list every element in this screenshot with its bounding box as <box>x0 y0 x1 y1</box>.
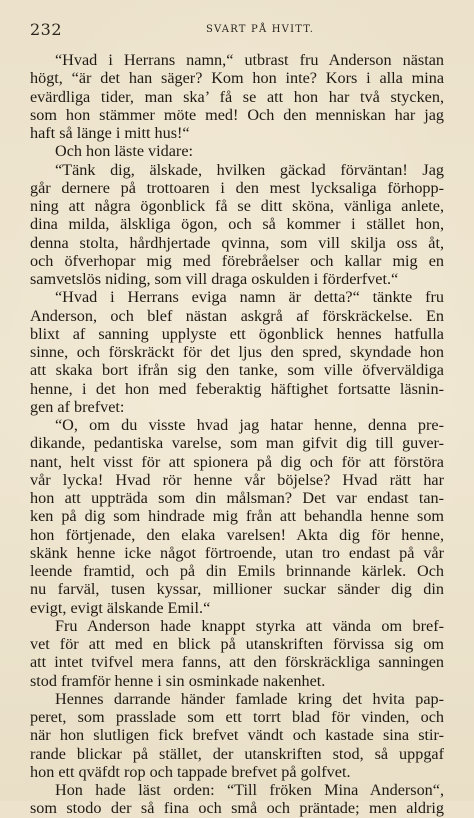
body-text <box>30 51 444 818</box>
text-line: hon att uppträda som din målsman? Det var endast tan- <box>30 489 444 507</box>
text-line: rande blickar på stället, der utanskriften stod, så uppgaf <box>30 744 444 763</box>
text-line: leende framtid, och på din Emils brinnande kärlek. Och <box>30 562 444 580</box>
text-line: när hon slutligen fick brefvet vändt och kastade sina stir- <box>30 726 444 745</box>
text-line: evigt, evigt älskande Emil.“ <box>30 598 211 617</box>
text-line: denna stolta, hårdhjertade qvinna, som vill skilja oss åt, <box>30 233 444 252</box>
page-number: 232 <box>30 20 63 39</box>
text-line: hon ett qväfdt rop och tappade brefvet på golfvet. <box>30 762 351 781</box>
text-line: ken på dig som hindrade mig från att behandla henne som <box>30 507 444 526</box>
text-line: att intet tvifvel mera fanns, att den förskräckliga sanningen <box>30 653 444 672</box>
text-line: sinne, och förskräckt för det ljus den spred, skyndade hon <box>30 343 444 361</box>
text-line: nu farväl, tusen kyssar, millioner suckar sänder dig din <box>30 580 444 599</box>
text-line: ning att några ögonblick få se ditt sköna, vänliga anlete, <box>30 197 444 215</box>
text-line: dikande, pedantiska varelse, som man gifvit dig till guver- <box>30 434 444 453</box>
text-line: vår lycka! Hvad rör henne vår böjelse? Hvad rätt har <box>30 470 444 489</box>
page-header <box>30 20 444 42</box>
text-line: “O, om du visste hvad jag hatar henne, denna pre- <box>55 416 444 434</box>
text-line: vet för att med en blick på utanskriften förvissa sig om <box>30 635 444 653</box>
text-line: Anderson, och blef nästan askgrå af förskräckelse. En <box>30 306 444 325</box>
text-line: Hennes darrande händer famlade kring det hvita pap- <box>55 689 444 708</box>
text-line: som hon stämmer möte med! Och den menniskan har jag <box>30 105 444 124</box>
running-head: SVART PÅ HVITT. <box>206 24 315 35</box>
text-line: och öfverhopar mig med förebråelser och kallar mig en <box>30 251 444 270</box>
text-line: Och hon läste vidare: <box>55 142 193 161</box>
text-line: Fru Anderson hade knappt styrka att vända om bref- <box>55 616 444 635</box>
text-line: nant, helt visst för att spionera på dig och för att förstöra <box>30 452 444 471</box>
text-line: att skaka bort ifrån sig den tanke, som ville öfverväldiga <box>30 361 444 380</box>
text-line: skänk henne icke något förtroende, utan tro endast på vår <box>30 543 444 562</box>
text-line: hon förtjenade, den elaka varelsen! Akta dig för henne, <box>30 525 444 544</box>
text-line: högt, “är det han säger? Kom hon inte? Kors i alla mina <box>30 69 444 88</box>
text-line: Hon hade läst orden: “Till fröken Mina Anderson“, <box>55 781 444 799</box>
text-line: “Tänk dig, älskade, hvilken gäckad förväntan! Jag <box>55 160 444 179</box>
text-line: evärdliga tider, man ska’ få se att hon har två stycken, <box>30 87 444 106</box>
text-line: “Hvad i Herrans namn,“ utbrast fru Anderson nästan <box>55 51 444 69</box>
text-line: dina milda, älskliga ögon, och så kommer i stället hon, <box>30 215 444 234</box>
text-line: henne, i det hon med feberaktig häftighet fortsatte läsnin- <box>30 379 444 398</box>
text-line: samvetslös niding, som vill draga oskulden i förderfvet.“ <box>30 270 399 288</box>
text-line: peret, som prasslade som ett torrt blad för vinden, och <box>30 708 444 726</box>
text-line: blixt af sanning upplyste ett ögonblick hennes hatfulla <box>30 324 444 343</box>
text-line: stod framför henne i sin osminkade nakenhet. <box>30 671 326 690</box>
text-line: “Hvad i Herrans eviga namn är detta?“ tänkte fru <box>55 288 444 307</box>
text-line: går dernere på trottoaren i den mest lycksaliga förhopp- <box>30 178 444 197</box>
text-line: som stodo der så fina och små och präntade; men aldrig <box>30 799 444 818</box>
text-line: gen af brefvet: <box>30 397 125 416</box>
text-line: haft så länge i mitt hus!“ <box>30 124 190 142</box>
